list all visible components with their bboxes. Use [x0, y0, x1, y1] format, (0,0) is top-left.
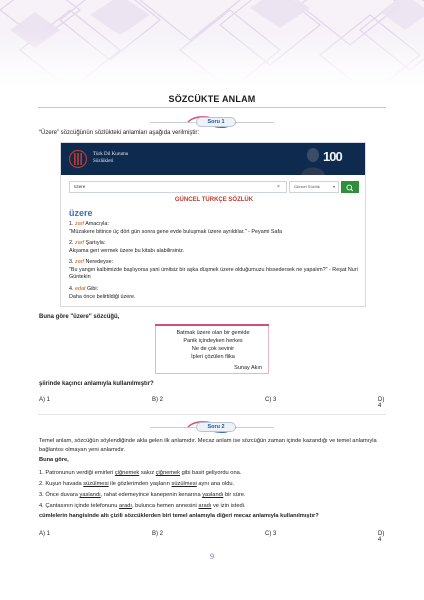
- item-text-mid: , rahat edemeyince kanepenin kenarına: [100, 492, 203, 498]
- badge-label: Soru 1: [196, 117, 236, 127]
- option-a[interactable]: A) 1: [39, 531, 51, 537]
- tdk-logo-icon: [69, 148, 87, 170]
- search-input[interactable]: üzere: [69, 181, 287, 193]
- tdk-brand-name: [93, 151, 128, 165]
- item-text-before: Patronunun verdiği emirleri: [45, 470, 115, 476]
- sense-number: 3.: [69, 259, 74, 265]
- poem-box: [155, 324, 269, 374]
- item-number: 3.: [39, 492, 44, 498]
- sense-label: Şartıyla:: [85, 240, 106, 246]
- sense-tag: zarf: [75, 259, 84, 265]
- sense-example: Akşama geri vermek üzere bu kitabı alabilirsiniz.: [69, 247, 185, 254]
- item-text-mid: ile gözlerimden yaşların: [108, 481, 172, 487]
- sense-example: Daha önce belirtildiği üzere.: [69, 293, 136, 300]
- dictionary-panel: [60, 142, 366, 307]
- item-text-after: aynı ana oldu.: [196, 481, 235, 487]
- sense-number: 1.: [69, 221, 74, 227]
- question-divider: [38, 414, 386, 415]
- question-1-badge: [0, 116, 424, 128]
- lead-text: Buna göre,: [39, 457, 69, 463]
- sense-item: [69, 240, 363, 255]
- badge-label: Soru 2: [196, 422, 236, 432]
- sense-label: Neredeyse:: [85, 259, 114, 265]
- question-1-text: şiirinde kaçıncı anlamıyla kullanılmıştır?: [39, 381, 154, 387]
- sense-item: [69, 286, 363, 301]
- underlined-word: çiğnemek: [155, 470, 181, 476]
- sense-label: Amacıyla:: [85, 221, 109, 227]
- item-number: 4.: [39, 503, 44, 509]
- decorative-header-pattern: [0, 0, 424, 86]
- question-2-text: [39, 512, 389, 521]
- search-bar: [69, 181, 359, 193]
- search-icon: [341, 182, 359, 194]
- poem-line: Ne de çok sevinir: [191, 346, 235, 352]
- option-d[interactable]: D) 4: [378, 397, 385, 409]
- option-c[interactable]: C) 3: [265, 397, 277, 403]
- item-text-mid: sakız: [139, 470, 156, 476]
- brand-line-2: Sözlükleri: [93, 159, 114, 164]
- option-b[interactable]: B) 2: [152, 397, 164, 403]
- question-1-lead: Buna göre "üzere" sözcüğü,: [39, 314, 120, 320]
- underlined-word: aradı: [198, 503, 212, 509]
- item-number: 1.: [39, 470, 44, 476]
- search-button[interactable]: [341, 181, 359, 193]
- item-number: 2.: [39, 481, 44, 487]
- question-1-intro: “Üzere” sözcüğünün sözlükteki anlamları aşağıda verilmiştir:: [39, 130, 200, 136]
- dictionary-scope-select[interactable]: [289, 181, 339, 193]
- question-1-options: [39, 397, 389, 409]
- option-a[interactable]: A) 1: [39, 397, 51, 403]
- sense-item: [69, 259, 363, 282]
- item-text-after: bir süre.: [223, 492, 246, 498]
- item-text-before: Çantasının içinde telefonunu: [45, 503, 120, 509]
- list-item: [39, 491, 389, 500]
- sense-number: 2.: [69, 240, 74, 246]
- centennial-mark: 100: [323, 149, 342, 164]
- underlined-word: yaslandı: [79, 492, 101, 498]
- sense-tag: zarf: [75, 240, 84, 246]
- poem-author: Sunay Akın: [234, 365, 262, 371]
- page-number: 9: [210, 552, 214, 561]
- item-text-after: gibi basit geliyordu ona.: [180, 470, 242, 476]
- clear-icon[interactable]: ×: [277, 184, 280, 190]
- poem-accent-bar: [155, 324, 269, 326]
- option-d[interactable]: D) 4: [378, 531, 385, 543]
- item-text-before: Kuşun havada: [45, 481, 84, 487]
- poem-line: İpleri çözülen flika: [191, 354, 235, 360]
- poem-line: Batmak üzere olan bir gemide: [176, 330, 250, 336]
- item-text-mid: , bulunca hemen annesini: [132, 503, 199, 509]
- question-2-options: [39, 531, 389, 543]
- underlined-word: aradı: [119, 503, 132, 509]
- sense-number: 4.: [69, 286, 74, 292]
- sense-tag: zarf: [75, 221, 84, 227]
- underlined-word: süzülmesi: [171, 481, 197, 487]
- title-rule: [38, 107, 386, 108]
- brand-line-1: Türk Dil Kurumu: [93, 152, 129, 157]
- list-item: [39, 502, 389, 511]
- section-title: SÖZCÜKTE ANLAM: [168, 94, 256, 104]
- list-item: [39, 469, 389, 478]
- option-b[interactable]: B) 2: [152, 531, 164, 537]
- item-text-after: ve izin istedi.: [211, 503, 246, 509]
- headword: üzere: [69, 208, 93, 218]
- underlined-word: çiğnemek: [114, 470, 140, 476]
- underlined-word: yaslandı: [202, 492, 224, 498]
- question-2-badge: [0, 421, 424, 433]
- question-2-lead: [39, 456, 389, 465]
- sense-item: [69, 221, 363, 236]
- underlined-word: süzülmesi: [83, 481, 109, 487]
- chevron-down-icon: ▾: [332, 184, 335, 189]
- question-2-question: cümlelerin hangisinde altı çizili sözcüklerden biri temel anlamıyla diğeri mecaz anlamıyla kullanılmıştır?: [39, 513, 319, 519]
- dictionary-scope-value: Güncel Sözlük: [294, 184, 320, 189]
- option-c[interactable]: C) 3: [265, 531, 277, 537]
- dictionary-heading: GÜNCEL TÜRKÇE SÖZLÜK: [174, 197, 254, 203]
- sense-label: Gibi:: [87, 286, 99, 292]
- sense-tag: edat: [75, 286, 86, 292]
- sense-example: "Bu yangın kalbimizde başlıyorsa yani ümitsiz bir aşka düşmek üzere olduğumuzu hissedersek ne yapalım?" - Reşat Nuri Güntekin: [69, 266, 358, 280]
- dictionary-header: [61, 143, 366, 175]
- poem-line: Panik içindeyken herkes: [183, 338, 243, 344]
- list-item: [39, 480, 389, 489]
- question-2-paragraph: Temel anlam, sözcüğün söylendiğinde akla gelen ilk anlamıdır. Mecaz anlam ise sözcüğün zaman içinde kazandığı ve temel anlamıyla bağlantısı olmayan yeni anlamıdır.: [39, 438, 377, 453]
- sense-example: "Müzakere bitince üç dört gün sonra gene evde buluşmak üzere ayrıldılar." - Peyami Safa: [69, 228, 282, 235]
- item-text-before: Önce duvara: [45, 492, 80, 498]
